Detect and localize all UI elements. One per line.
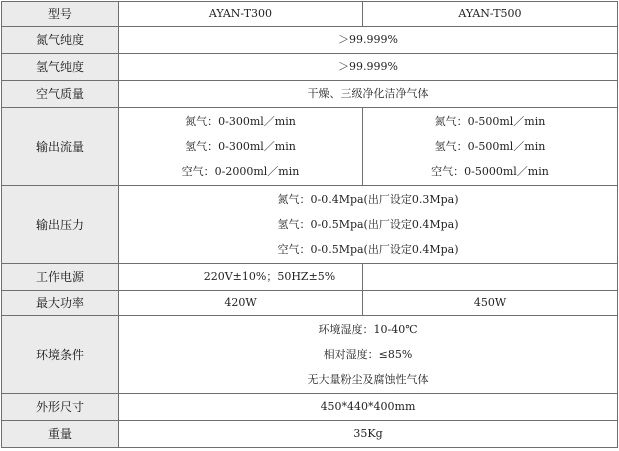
dimensions-label: 外形尺寸: [2, 394, 119, 421]
output-pressure-value: [119, 186, 618, 264]
hydrogen-purity-value: ＞99.999%: [119, 54, 618, 81]
flow-a-air: 空气：0-2000ml／min: [181, 165, 300, 178]
env-humidity: 相对湿度：≤85%: [323, 348, 413, 361]
pressure-hydrogen: 氢气：0-0.5Mpa(出厂设定0.4Mpa): [277, 218, 459, 231]
env-temperature: 环境湿度：10-40℃: [318, 323, 418, 336]
model-b-header: AYAN-T500: [363, 2, 618, 27]
env-dust: 无大量粉尘及腐蚀性气体: [307, 373, 429, 386]
output-flow-model-b: [363, 108, 618, 186]
power-supply-empty: [363, 264, 618, 291]
power-supply-label: 工作电源: [2, 264, 119, 291]
header-label: 型号: [2, 2, 119, 27]
output-pressure-label: 输出压力: [2, 186, 119, 264]
hydrogen-purity-label: 氢气纯度: [2, 54, 119, 81]
air-quality-label: 空气质量: [2, 81, 119, 108]
flow-b-hydrogen: 氢气：0-500ml／min: [434, 140, 546, 153]
nitrogen-purity-row: [2, 27, 618, 54]
dimensions-value: 450*440*400mm: [119, 394, 618, 421]
air-quality-value: 干燥、三级净化洁净气体: [119, 81, 618, 108]
nitrogen-purity-value: ＞99.999%: [119, 27, 618, 54]
weight-label: 重量: [2, 421, 119, 448]
air-quality-row: [2, 81, 618, 108]
environment-value: [119, 316, 618, 394]
environment-label: 环境条件: [2, 316, 119, 394]
pressure-nitrogen: 氮气：0-0.4Mpa(出厂设定0.3Mpa): [277, 193, 459, 206]
spec-table: [1, 1, 618, 448]
environment-row: [2, 316, 618, 394]
max-power-model-b: 450W: [363, 291, 618, 316]
header-row: [2, 2, 618, 27]
flow-a-hydrogen: 氢气：0-300ml／min: [185, 140, 296, 153]
output-pressure-row: [2, 186, 618, 264]
model-a-header: AYAN-T300: [119, 2, 363, 27]
output-flow-label: 输出流量: [2, 108, 119, 186]
flow-b-air: 空气：0-5000ml／min: [431, 165, 549, 178]
dimensions-row: [2, 394, 618, 421]
flow-b-nitrogen: 氮气：0-500ml／min: [434, 115, 546, 128]
weight-row: [2, 421, 618, 448]
pressure-air: 空气：0-0.5Mpa(出厂设定0.4Mpa): [277, 243, 459, 256]
flow-a-nitrogen: 氮气：0-300ml／min: [185, 115, 296, 128]
output-flow-row: [2, 108, 618, 186]
weight-value: 35Kg: [119, 421, 618, 448]
max-power-row: [2, 291, 618, 316]
max-power-label: 最大功率: [2, 291, 119, 316]
output-flow-model-a: [119, 108, 363, 186]
hydrogen-purity-row: [2, 54, 618, 81]
power-supply-row: [2, 264, 618, 291]
max-power-model-a: 420W: [119, 291, 363, 316]
power-supply-value: 220V±10%；50HZ±5%: [119, 264, 363, 291]
nitrogen-purity-label: 氮气纯度: [2, 27, 119, 54]
